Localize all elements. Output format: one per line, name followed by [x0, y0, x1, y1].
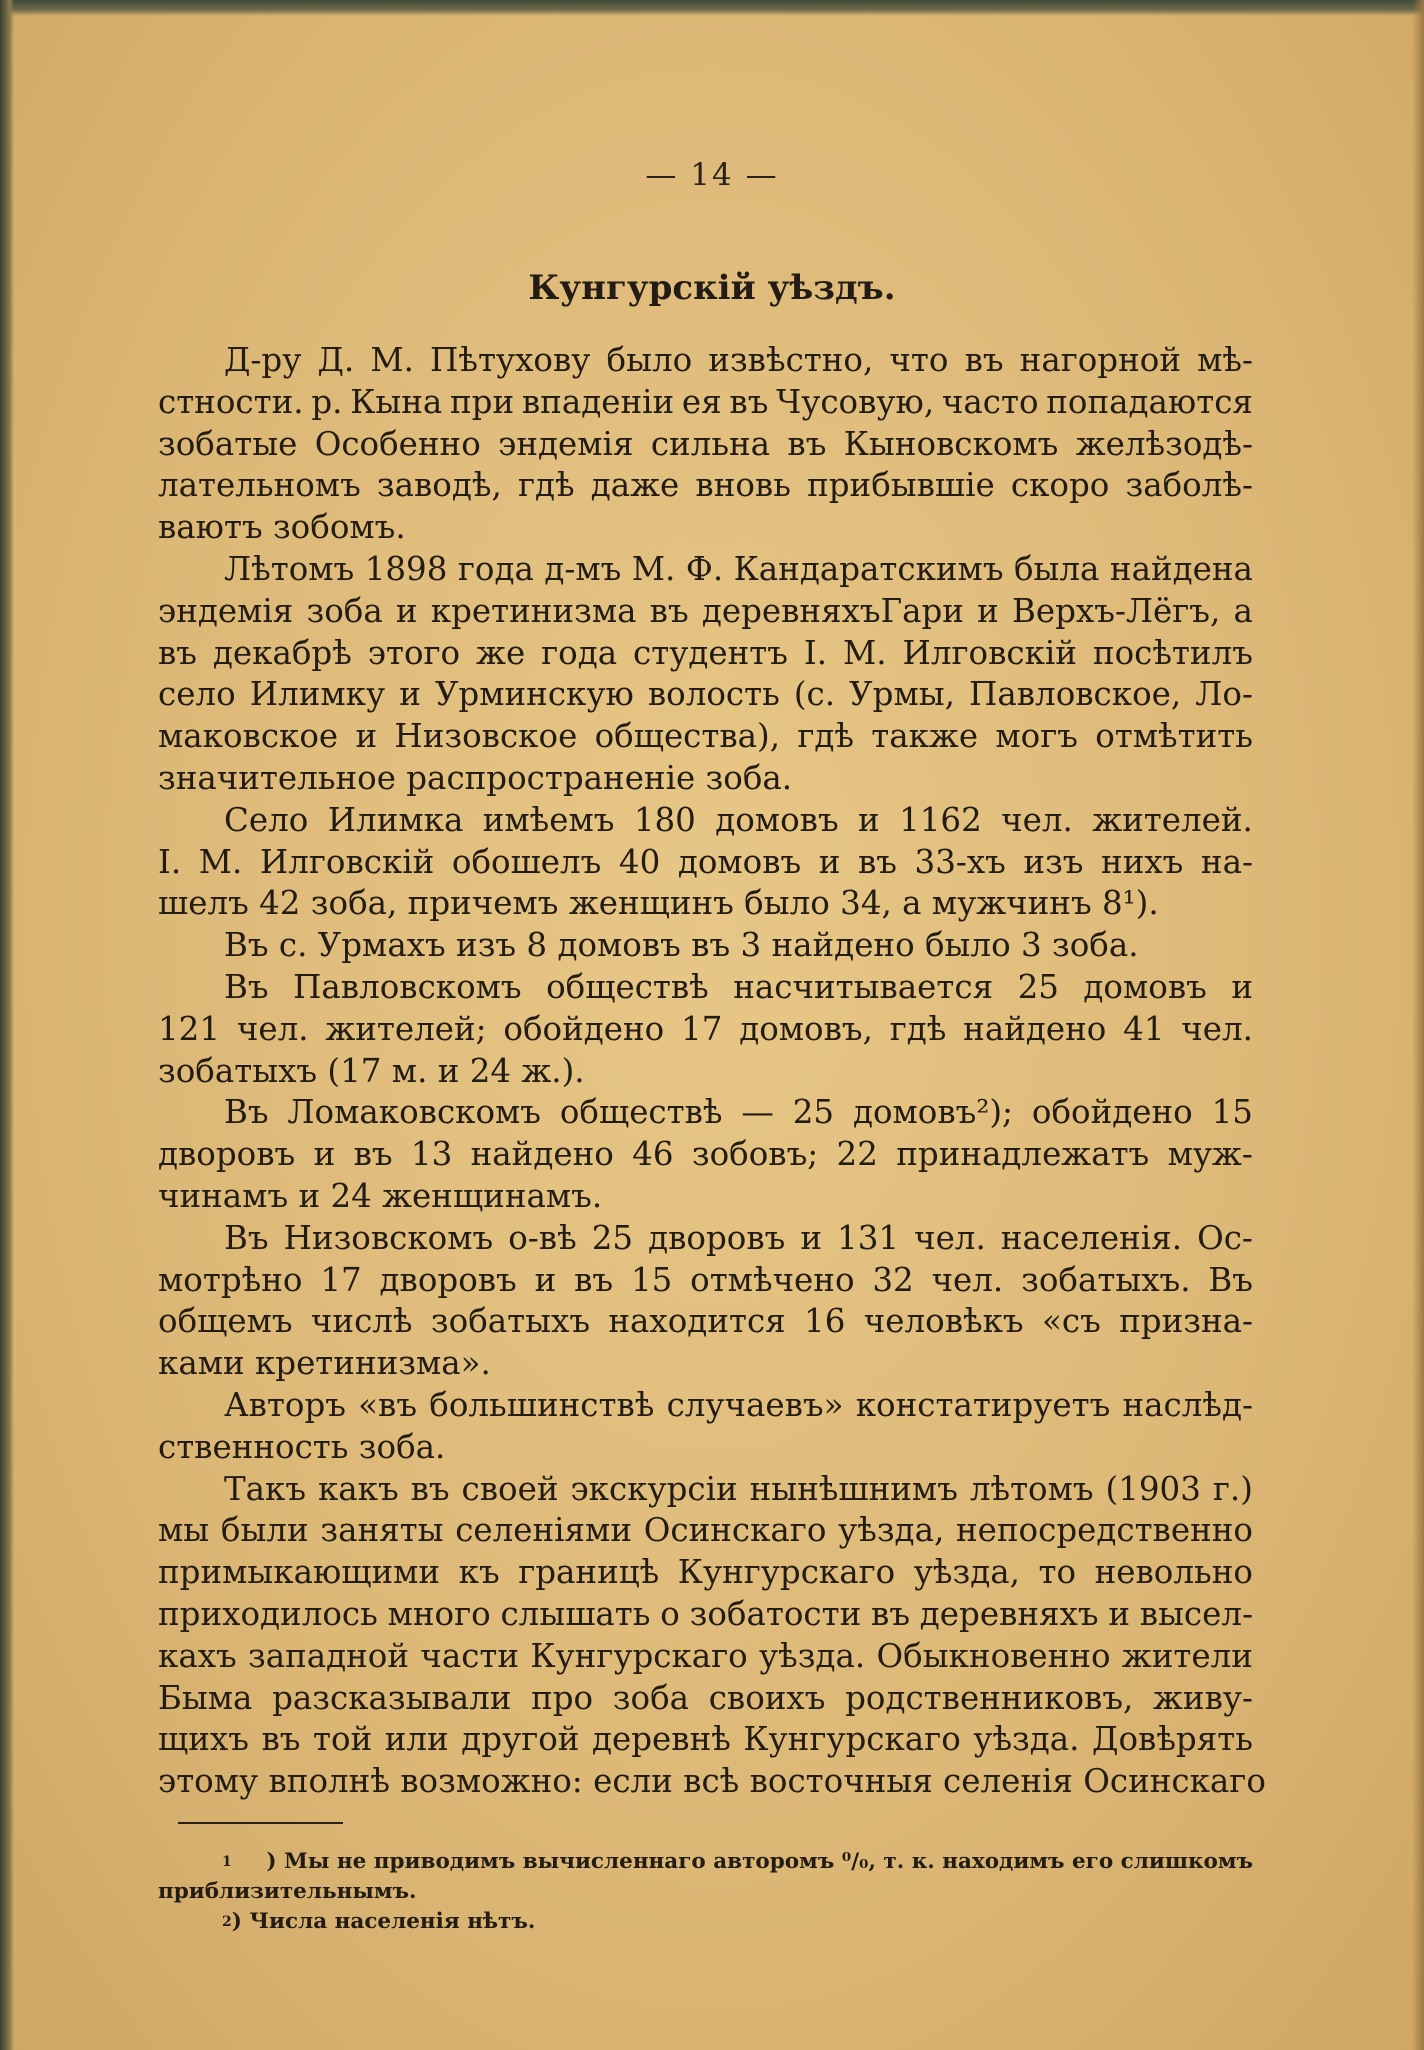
text-line: Въ Низовскомъ о-вѣ 25 дворовъ и 131 чел. населенія. Ос- [224, 1218, 1253, 1257]
text-line: Село Илимка имѣемъ 180 домовъ и 1162 чел. жителей. [224, 800, 1253, 839]
text-line: ваютъ зобомъ. [158, 508, 406, 547]
footnotes [158, 1847, 1253, 1937]
text-line: мотрѣно 17 дворовъ и въ 15 отмѣчено 32 чел. зобатыхъ. Въ [158, 1260, 1253, 1299]
page-number: — 14 — [645, 157, 779, 193]
text-line: Авторъ «въ большинствѣ случаевъ» констатируетъ наслѣд- [224, 1385, 1253, 1424]
footnote-marker: 2 [222, 1914, 232, 1930]
text-line: Въ с. Урмахъ изъ 8 домовъ въ 3 найдено было 3 зоба. [224, 926, 1139, 965]
text-line: въ декабрѣ этого же года студентъ І. М. Илговскій посѣтилъ [158, 633, 1253, 672]
text-line: 121 чел. жителей; обойдено 17 домовъ, гдѣ найдено 41 чел. [158, 1009, 1253, 1048]
text-line: лательномъ заводѣ, гдѣ даже вновь прибывшіе скоро заболѣ- [158, 466, 1253, 505]
text-line: этому вполнѣ возможно: если всѣ восточныя селенія Осинскаго [158, 1762, 1266, 1801]
text-line: ственность зоба. [158, 1427, 446, 1466]
text-line: маковское и Низовское общества), гдѣ также могъ отмѣтить [158, 717, 1253, 756]
text-line: щихъ въ той или другой деревнѣ Кунгурскаго уѣзда. Довѣрять [158, 1720, 1253, 1759]
text-line: стности. р. Кына при впаденіи ея въ Чусовую, часто попадаются [158, 382, 1253, 421]
text-line: І. М. Илговскій обошелъ 40 домовъ и въ 33-хъ изъ нихъ на- [158, 842, 1253, 881]
text-line: приходилось много слышать о зобатости въ деревняхъ и высел- [158, 1594, 1253, 1633]
text-line: мы были заняты селеніями Осинскаго уѣзда, непосредственно [158, 1511, 1253, 1550]
text-line: село Илимку и Урминскую волость (с. Урмы, Павловское, Ло- [158, 675, 1253, 714]
text-line: примыкающими къ границѣ Кунгурскаго уѣзда, то невольно [158, 1553, 1253, 1592]
text-line: дворовъ и въ 13 найдено 46 зобовъ; 22 принадлежатъ муж- [158, 1135, 1253, 1174]
text-line: Въ Павловскомъ обществѣ насчитывается 25 домовъ и [224, 967, 1253, 1006]
text-line: чинамъ и 24 женщинамъ. [158, 1176, 603, 1215]
text-line: общемъ числѣ зобатыхъ находится 16 человѣкъ «съ призна- [158, 1302, 1253, 1341]
text-line: кахъ западной части Кунгурскаго уѣзда. Обыкновенно жители [158, 1636, 1253, 1675]
text-line: Въ Ломаковскомъ обществѣ — 25 домовъ²); обойдено 15 [224, 1093, 1253, 1132]
text-line: Быма разсказывали про зоба своихъ родственниковъ, живу- [158, 1678, 1253, 1717]
text-line: Лѣтомъ 1898 года д-мъ М. Ф. Кандаратскимъ была найдена [224, 549, 1253, 588]
text-line: шелъ 42 зоба, причемъ женщинъ было 34, а мужчинъ 8¹). [158, 884, 1159, 923]
section-title: Кунгурскій уѣздъ. [528, 268, 896, 308]
footnote-text: ) Мы не приводимъ вычисленнаго авторомъ ⁰/₀, т. к. находимъ его слишкомъ [266, 1849, 1253, 1874]
text-line: эндемія зоба и кретинизма въ деревняхъГари и Верхъ-Лёгъ, а [158, 591, 1253, 630]
text-line: зобатыхъ (17 м. и 24 ж.). [158, 1051, 585, 1090]
text-line: зобатые Особенно эндемія сильна въ Кыновскомъ желѣзодѣ- [158, 424, 1253, 463]
page-edge-shadow [0, 0, 1424, 16]
footnote-text: ) Числа населенія нѣтъ. [231, 1909, 536, 1934]
footnote-line [158, 1847, 1253, 1877]
footnote-divider [178, 1822, 343, 1824]
text-line: ками кретинизма». [158, 1344, 491, 1383]
text-line: Такъ какъ въ своей экскурсіи нынѣшнимъ лѣтомъ (1903 г.) [224, 1469, 1253, 1508]
text-line: Д-ру Д. М. Пѣтухову было извѣстно, что въ нагорной мѣ- [224, 341, 1253, 379]
footnote-marker: 1 [222, 1854, 232, 1870]
footnote-line: приблизительнымъ. [158, 1879, 417, 1904]
body-text [158, 340, 1266, 1803]
footnote-line [158, 1907, 1253, 1937]
text-line: значительное распространеніе зоба. [158, 758, 793, 797]
